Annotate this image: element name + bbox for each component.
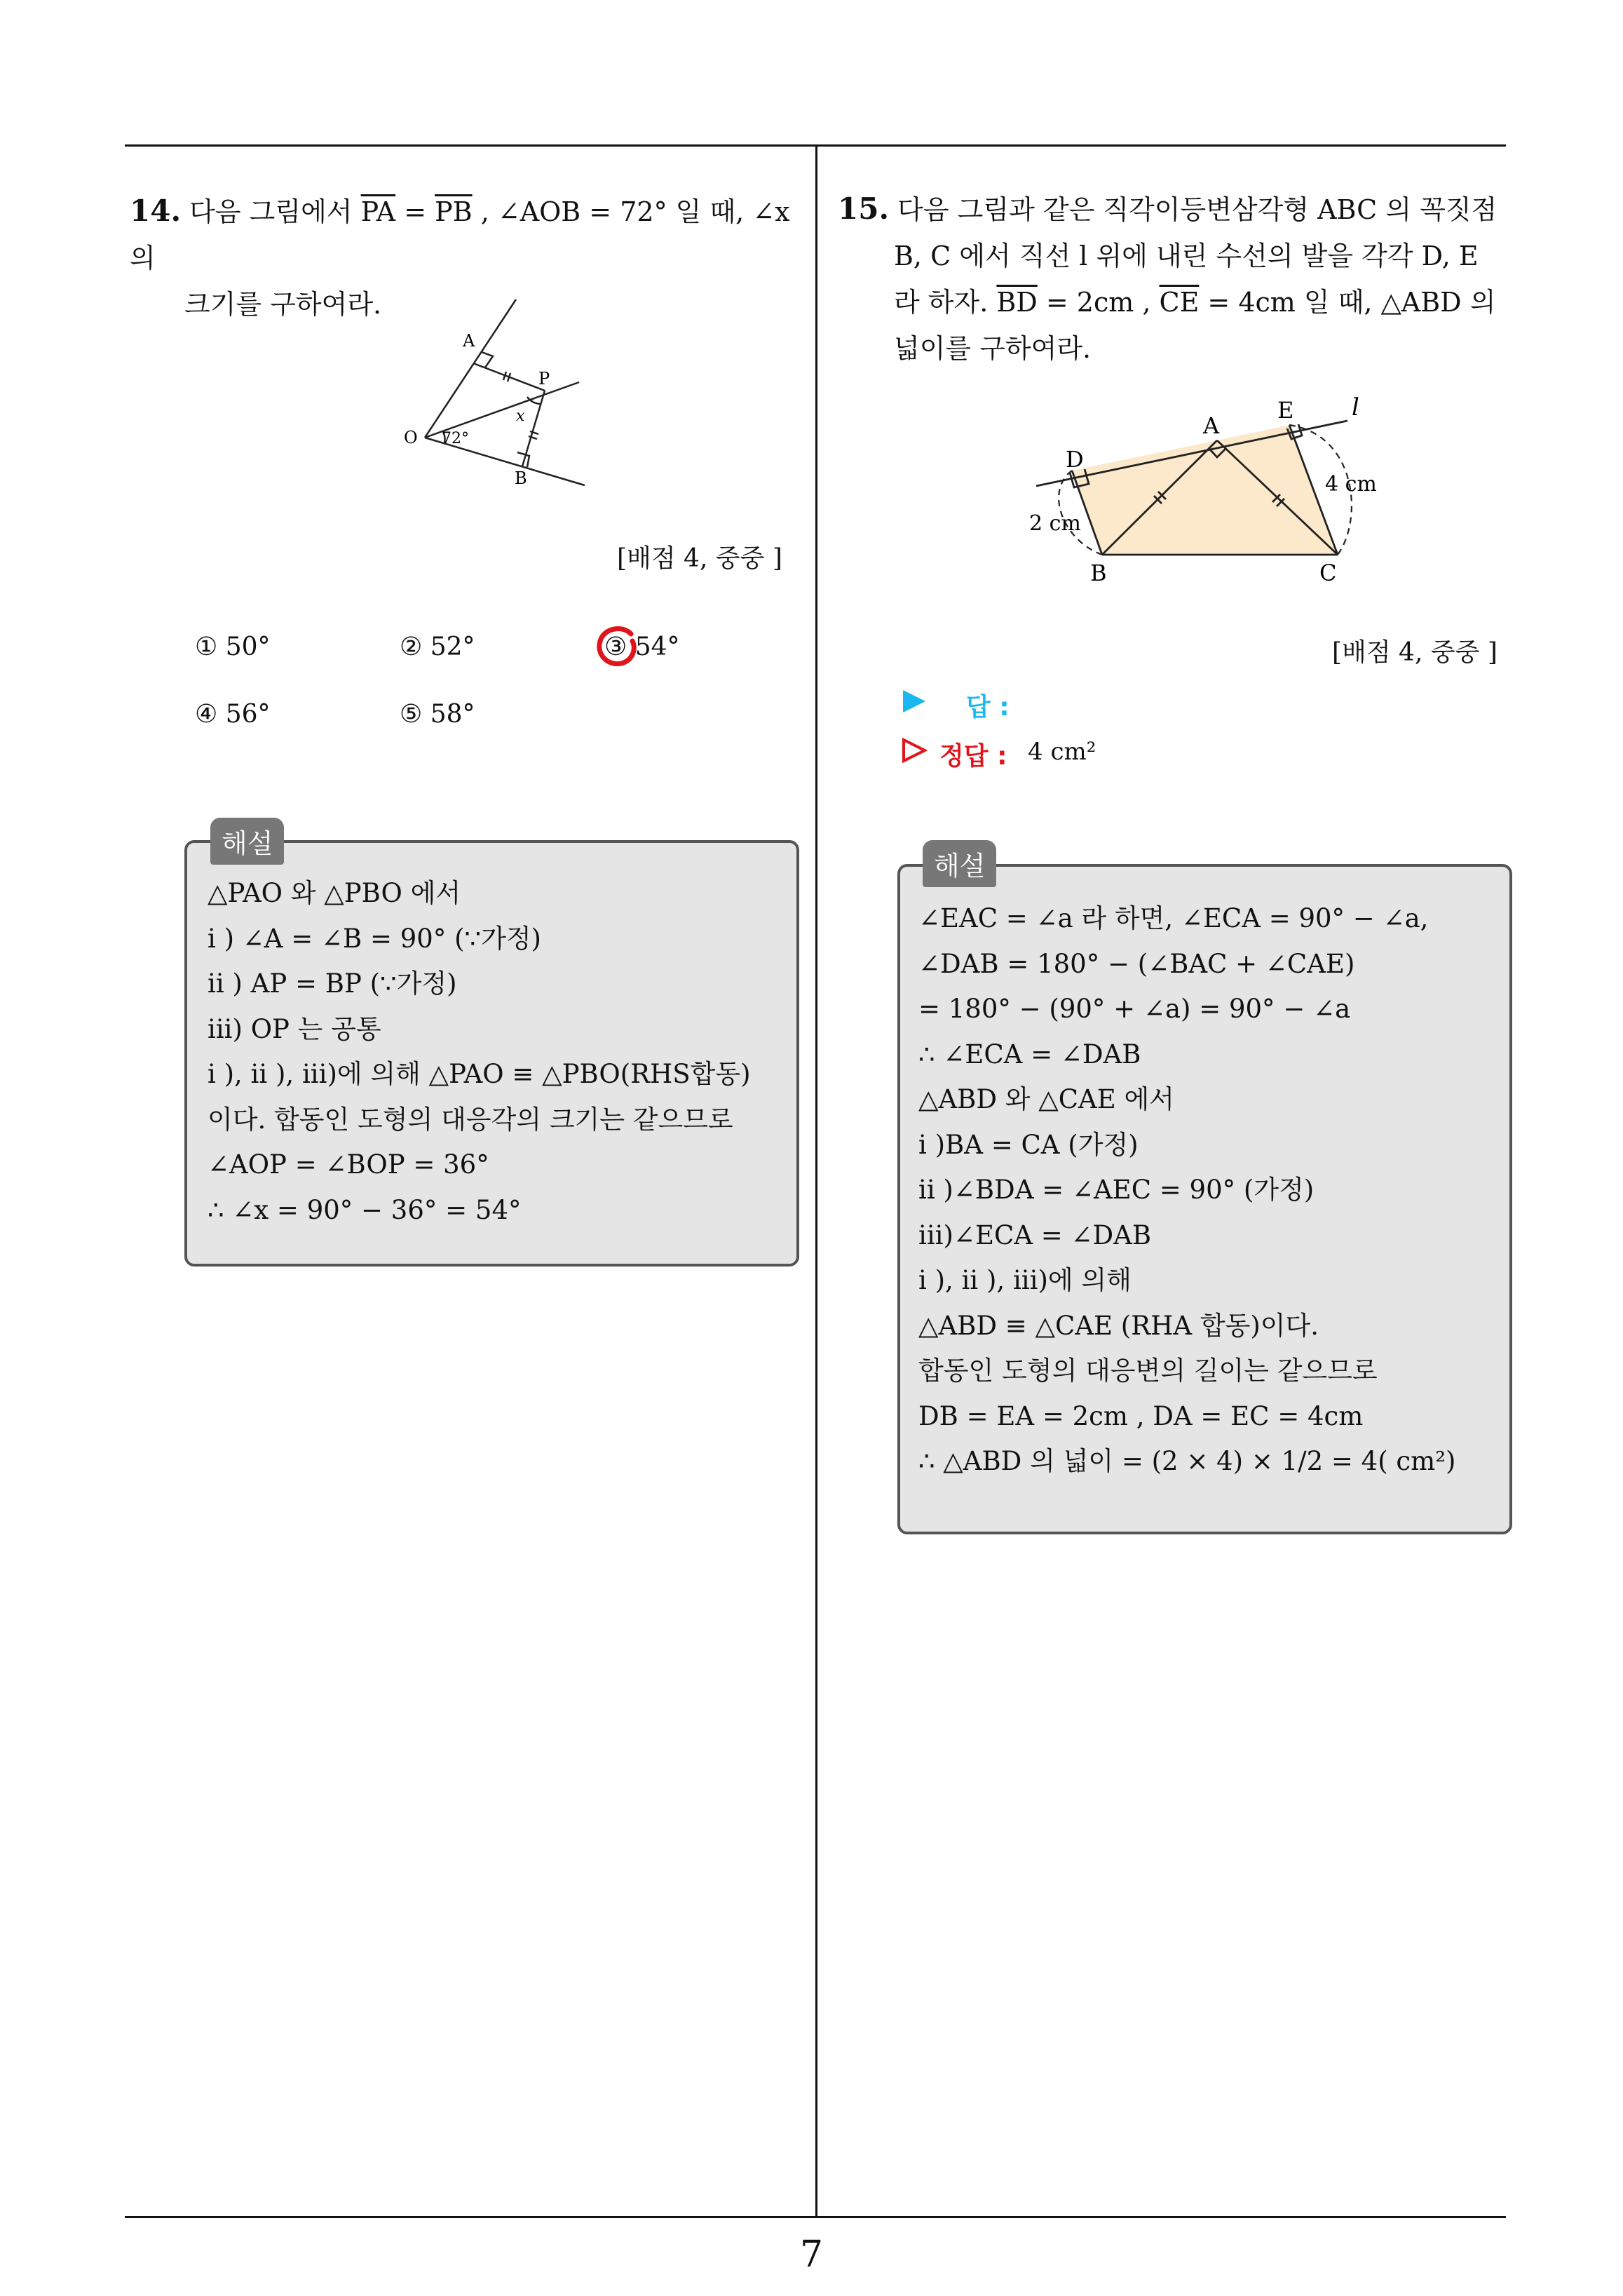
choice-5[interactable]: ⑤ 58° [400,700,475,729]
label-a: A [1203,412,1220,439]
question-15 [838,186,1521,372]
explain-line: iii)∠ECA = ∠DAB [918,1220,1152,1250]
right-angle-a [482,352,493,367]
question-text: , ∠AOB = 72° 일 때, ∠x 의 [130,196,790,274]
explain-line: i )BA = CA (가정) [918,1129,1139,1160]
label-a: A [463,331,475,351]
explain-line: △PAO 와 △PBO 에서 [208,878,461,908]
explain-line: ∠AOP = ∠BOP = 36° [208,1149,489,1180]
label-b: B [515,468,527,488]
choice-1[interactable]: ① 50° [195,633,271,661]
column-divider [815,144,817,2217]
question-text: 다음 그림에서 [189,196,361,227]
question-15-line-3 [838,279,1521,325]
question-text: 라 하자. [894,287,997,318]
explain-line: ii ) AP = BP (∵가정) [208,968,457,999]
label-2cm: 2 cm [1029,511,1081,536]
segment-pb: $\overline{PB}$ [435,196,473,227]
bottom-rule [125,2216,1506,2218]
choice-4[interactable]: ④ 56° [195,700,271,729]
label-c: C [1319,560,1337,586]
explain-line: i ), ii ), iii)에 의해 [918,1265,1132,1295]
q14-figure [393,295,596,498]
question-number: 15. [838,191,890,226]
question-text: = 4cm 일 때, △ABD 의 [1199,287,1496,318]
segment-bd: $\overline{BD}$ [996,287,1038,318]
q15-score-meta: [배점 4, 중중 ] [1332,638,1498,667]
correct-play-outline-icon [900,736,928,764]
correct-answer-label: 정답 : [939,742,1007,771]
page-number: 7 [799,2234,824,2276]
question-number: 14. [130,194,182,228]
explain-line: = 180° − (90° + ∠a) = 90° − ∠a [918,994,1351,1024]
q15-figure [1024,386,1402,596]
label-4cm: 4 cm [1325,472,1377,497]
choice-3[interactable]: ③ 54° [604,633,680,661]
segment-ce: $\overline{CE}$ [1159,287,1200,318]
question-text: 다음 그림과 같은 직각이등변삼각형 ABC 의 꼭짓점 [897,194,1498,225]
selected-choice-circle-icon [590,620,646,676]
label-72: 72° [442,430,469,447]
explain-line: ∴ △ABD 의 넓이 = (2 × 4) × 1/2 = 4( cm²) [918,1446,1456,1476]
question-14-line-1 [130,188,803,281]
label-x: x [516,407,525,425]
question-text: = 2cm , [1037,287,1160,318]
explain-line: 이다. 합동인 도형의 대응각의 크기는 같으므로 [208,1104,733,1135]
q15-explanation-tab: 해설 [923,840,996,887]
explain-line: i ), ii ), iii)에 의해 △PAO ≡ △PBO(RHS합동) [208,1059,751,1089]
answer-label: 답 : [966,693,1010,722]
explain-line: ∴ ∠ECA = ∠DAB [918,1039,1141,1069]
label-l: l [1352,393,1359,421]
explain-line: 합동인 도형의 대응변의 길이는 같으므로 [918,1356,1378,1386]
q14-score-meta: [배점 4, 중중 ] [617,544,782,573]
q15-explanation-lines [918,896,1456,1485]
equals-sign: = [395,196,435,227]
q14-explanation-lines [208,871,751,1233]
question-14-line-2: 크기를 구하여라. [184,289,382,320]
label-p: P [538,369,550,389]
q14-explanation-tab: 해설 [210,818,284,865]
explain-line: ∠DAB = 180° − (∠BAC + ∠CAE) [918,948,1355,979]
label-d: D [1066,446,1084,473]
explain-line: i ) ∠A = ∠B = 90° (∵가정) [208,923,541,954]
explain-line: ∴ ∠x = 90° − 36° = 54° [208,1194,522,1225]
ray-oa [425,299,516,438]
question-15-line-4: 넓이를 구하여라. [894,333,1092,364]
explain-line: ii )∠BDA = ∠AEC = 90° (가정) [918,1175,1315,1205]
label-b: B [1090,560,1107,586]
question-15-line-2: B, C 에서 직선 l 위에 내린 수선의 발을 각각 D, E [894,241,1479,271]
explain-line: DB = EA = 2cm , DA = EC = 4cm [918,1400,1364,1431]
segment-pa: $\overline{PA}$ [360,196,396,227]
question-15-line-1 [838,186,1521,233]
explain-line: ∠EAC = ∠a 라 하면, ∠ECA = 90° − ∠a, [918,903,1429,933]
answer-play-icon [900,687,928,715]
explain-line: △ABD ≡ △CAE (RHA 합동)이다. [918,1310,1319,1341]
explain-line: iii) OP 는 공통 [208,1013,381,1044]
label-o: O [404,428,418,447]
choice-2[interactable]: ② 52° [400,633,475,661]
correct-answer-value: 4 cm² [1028,738,1096,766]
explain-line: △ABD 와 △CAE 에서 [918,1084,1175,1114]
label-e: E [1277,397,1294,424]
figure-fill [1072,425,1338,555]
